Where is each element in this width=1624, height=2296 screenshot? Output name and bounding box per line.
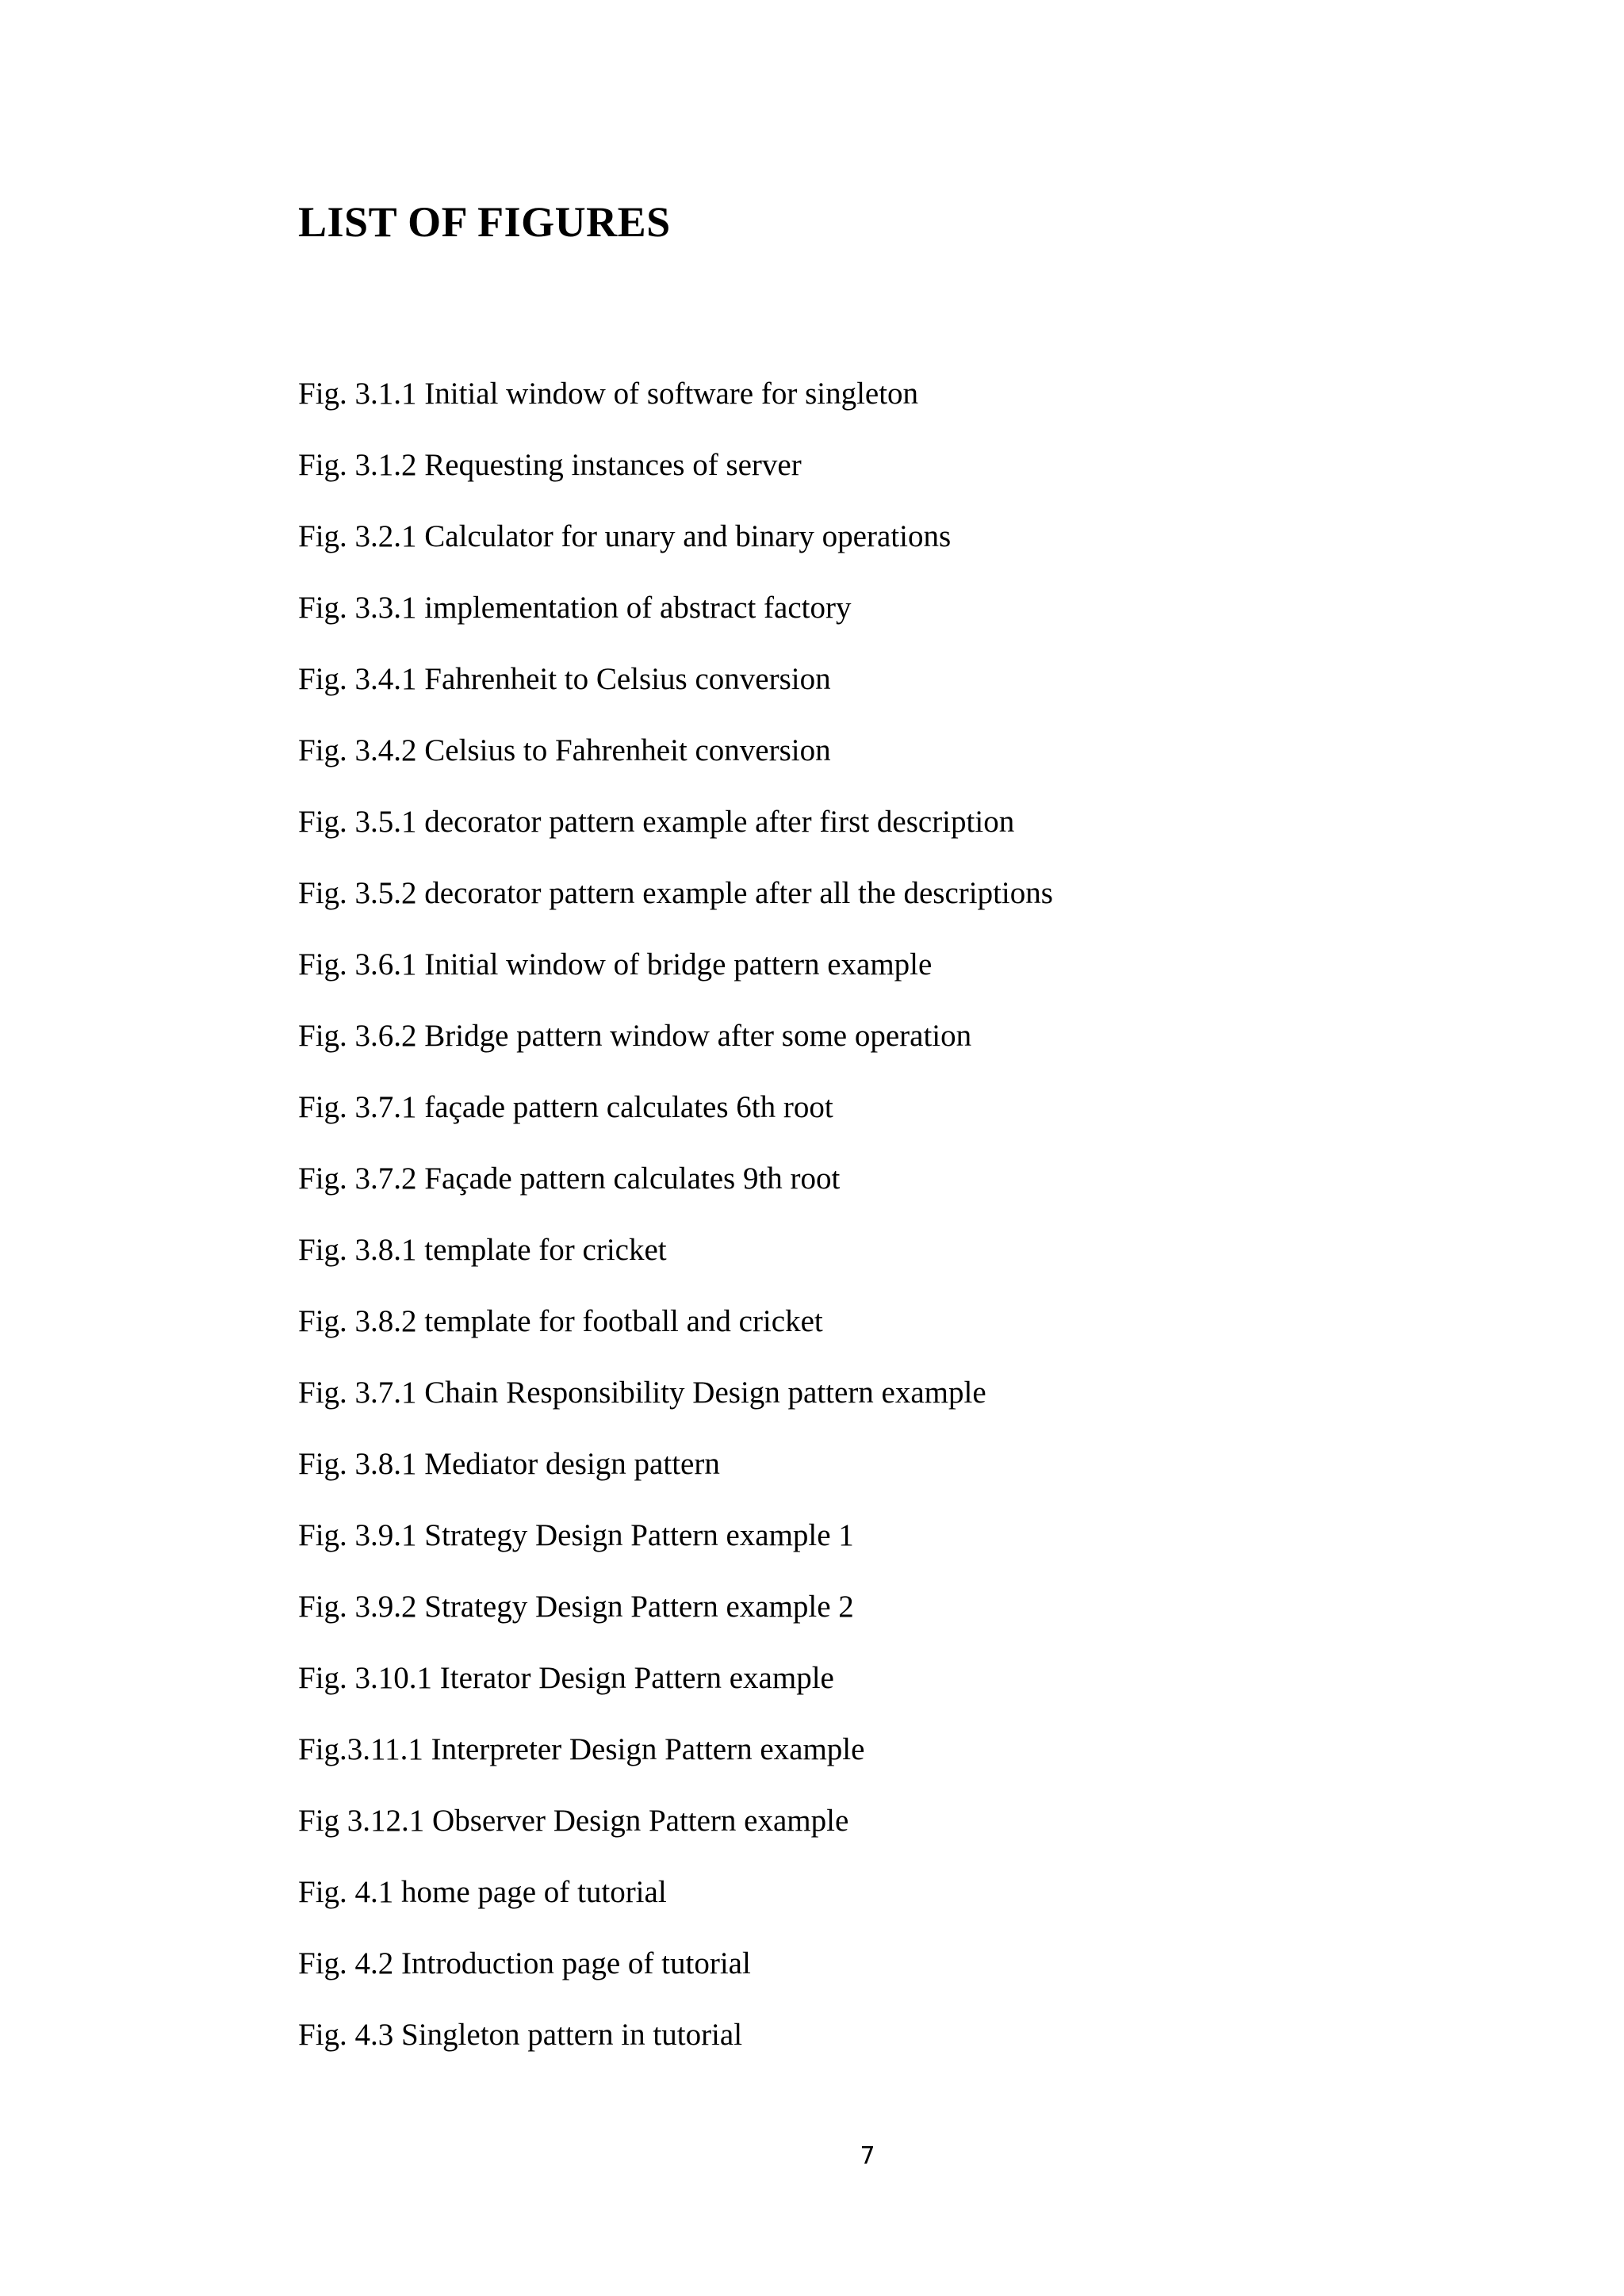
figure-list-item: Fig. 3.7.1 Chain Responsibility Design pattern example [298, 1376, 986, 1410]
figure-list-item: Fig. 3.2.1 Calculator for unary and binary operations [298, 519, 952, 553]
figure-list-item: Fig. 3.8.1 Mediator design pattern [298, 1447, 720, 1481]
figure-list-item: Fig. 3.9.2 Strategy Design Pattern example 2 [298, 1590, 854, 1624]
figure-list-item: Fig. 3.1.2 Requesting instances of server [298, 448, 802, 482]
page-number: 7 [860, 2142, 875, 2170]
figure-list-item: Fig. 3.8.2 template for football and cricket [298, 1304, 823, 1338]
figure-list-item: Fig.3.11.1 Interpreter Design Pattern example [298, 1732, 865, 1766]
figure-list [298, 358, 1053, 2071]
figure-list-item: Fig. 3.5.1 decorator pattern example after first description [298, 805, 1015, 839]
figure-list-item: Fig. 3.4.1 Fahrenheit to Celsius conversion [298, 662, 831, 696]
figure-list-item: Fig. 3.1.1 Initial window of software for singleton [298, 377, 919, 411]
figure-list-item: Fig. 3.7.2 Façade pattern calculates 9th root [298, 1161, 841, 1196]
figure-list-item: Fig. 3.5.2 decorator pattern example after all the descriptions [298, 876, 1053, 910]
figure-list-item: Fig. 3.7.1 façade pattern calculates 6th root [298, 1090, 833, 1124]
figure-list-item: Fig. 4.2 Introduction page of tutorial [298, 1946, 751, 1980]
figure-list-item: Fig. 4.3 Singleton pattern in tutorial [298, 2018, 743, 2052]
figure-list-item: Fig. 3.6.2 Bridge pattern window after some operation [298, 1019, 972, 1053]
figure-list-item: Fig. 3.3.1 implementation of abstract factory [298, 591, 852, 625]
figure-list-item: Fig. 3.9.1 Strategy Design Pattern example 1 [298, 1518, 854, 1552]
figure-list-item: Fig. 4.1 home page of tutorial [298, 1875, 667, 1909]
figure-list-item: Fig 3.12.1 Observer Design Pattern example [298, 1804, 849, 1838]
page-title: LIST OF FIGURES [298, 198, 671, 246]
figure-list-item: Fig. 3.8.1 template for cricket [298, 1233, 667, 1267]
figure-list-item: Fig. 3.10.1 Iterator Design Pattern example [298, 1661, 834, 1695]
figure-list-item: Fig. 3.6.1 Initial window of bridge pattern example [298, 947, 933, 982]
figure-list-item: Fig. 3.4.2 Celsius to Fahrenheit conversion [298, 733, 831, 767]
